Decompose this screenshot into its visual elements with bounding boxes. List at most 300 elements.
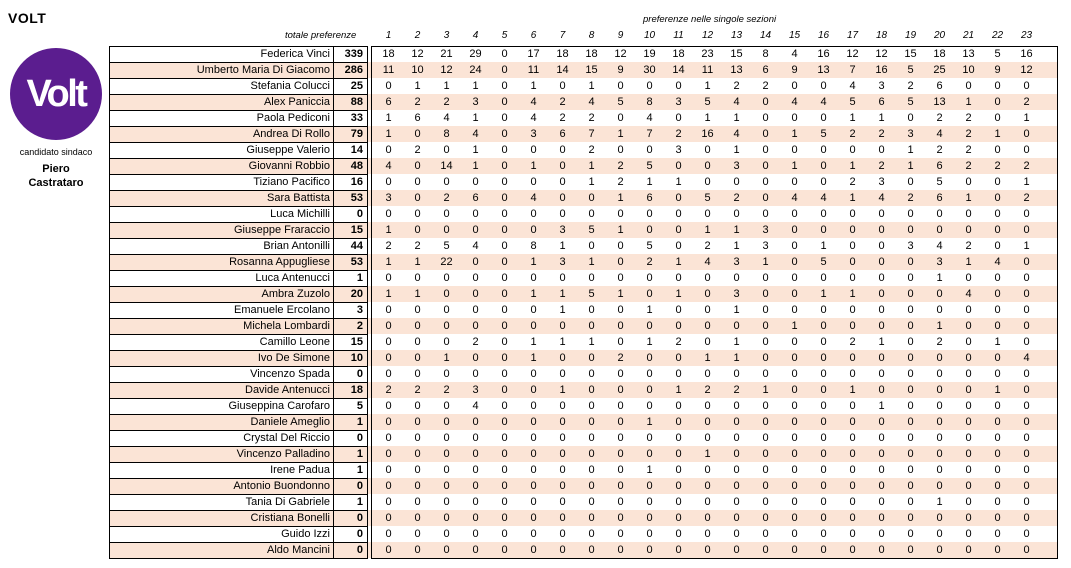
section-value-cell: 7 (646, 128, 653, 140)
section-value-cell: 0 (791, 288, 798, 300)
section-value-cell: 3 (559, 256, 566, 268)
section-value-cell: 2 (617, 176, 624, 188)
candidate-row-name: Vincenzo Palladino (109, 446, 334, 462)
section-value-cell: 0 (965, 400, 972, 412)
section-value-cell: 0 (588, 544, 595, 556)
section-value-cell: 2 (617, 160, 624, 172)
section-value-cell: 1 (907, 160, 914, 172)
section-value-cell: 0 (791, 496, 798, 508)
section-value-cell: 6 (762, 64, 769, 76)
section-value-cell: 10 (411, 64, 424, 76)
section-value-cell: 0 (617, 336, 624, 348)
section-value-cell: 0 (907, 336, 914, 348)
section-value-cell: 2 (704, 240, 711, 252)
section-value-cell: 0 (849, 448, 856, 460)
total-preferences-cell: 15 (334, 222, 368, 238)
section-value-cell: 1 (733, 352, 740, 364)
section-value-cell: 0 (414, 272, 421, 284)
section-value-cell: 6 (559, 128, 566, 140)
section-value-cell: 7 (849, 64, 856, 76)
section-value-cell: 0 (791, 144, 798, 156)
section-value-cell: 3 (762, 240, 769, 252)
section-value-cell: 0 (849, 400, 856, 412)
section-value-cell: 3 (675, 144, 682, 156)
total-preferences-cell: 15 (334, 334, 368, 350)
section-value-cell: 0 (965, 432, 972, 444)
section-value-cell: 0 (733, 368, 740, 380)
section-value-cell: 1 (936, 496, 943, 508)
section-value-cell: 6 (472, 192, 479, 204)
section-value-cell: 2 (849, 336, 856, 348)
section-value-cell: 0 (907, 384, 914, 396)
section-value-cell: 0 (414, 544, 421, 556)
section-value-cell: 0 (994, 528, 1001, 540)
section-value-cell: 0 (849, 272, 856, 284)
section-value-cell: 0 (530, 320, 537, 332)
section-value-cell: 1 (646, 304, 653, 316)
total-preferences-cell: 10 (334, 350, 368, 366)
section-value-cell: 1 (791, 320, 798, 332)
section-value-cell: 0 (501, 512, 508, 524)
section-value-cell: 0 (965, 368, 972, 380)
section-value-cell: 0 (733, 512, 740, 524)
table-row (109, 78, 1058, 94)
section-value-cell: 0 (907, 272, 914, 284)
section-value-cell: 0 (878, 416, 885, 428)
section-value-cell: 3 (762, 224, 769, 236)
section-value-cell: 29 (469, 48, 482, 60)
section-value-cell: 1 (1023, 176, 1030, 188)
section-value-cell: 0 (414, 160, 421, 172)
section-value-cell: 6 (646, 192, 653, 204)
section-value-cell: 0 (849, 432, 856, 444)
section-value-cell: 0 (588, 352, 595, 364)
section-value-cell: 4 (443, 112, 450, 124)
section-value-cell: 0 (530, 384, 537, 396)
table-row (109, 254, 1058, 270)
section-value-cell: 0 (791, 256, 798, 268)
section-value-cell: 2 (704, 384, 711, 396)
section-value-cell: 0 (530, 368, 537, 380)
section-value-cell: 16 (817, 48, 830, 60)
section-value-cell: 0 (1023, 544, 1030, 556)
section-value-cell: 0 (994, 304, 1001, 316)
section-value-cell: 18 (382, 48, 395, 60)
section-value-cell: 1 (617, 288, 624, 300)
section-value-cell: 0 (1023, 480, 1030, 492)
table-row (109, 366, 1058, 382)
section-value-cell: 0 (1023, 416, 1030, 428)
section-value-cell: 0 (791, 368, 798, 380)
section-value-cell: 0 (501, 400, 508, 412)
section-value-cell: 4 (820, 192, 827, 204)
section-value-cell: 0 (617, 256, 624, 268)
section-value-cell: 12 (875, 48, 888, 60)
section-value-cell: 0 (936, 384, 943, 396)
section-value-cell: 1 (704, 352, 711, 364)
section-header-8: 8 (588, 30, 595, 41)
section-value-cell: 0 (820, 272, 827, 284)
total-preferences-cell: 16 (334, 174, 368, 190)
section-value-cell: 0 (501, 448, 508, 460)
section-value-cell: 0 (820, 400, 827, 412)
section-value-cell: 0 (762, 336, 769, 348)
table-row (109, 430, 1058, 446)
section-value-cell: 1 (559, 304, 566, 316)
section-value-cell: 1 (820, 288, 827, 300)
section-value-cell: 0 (588, 384, 595, 396)
section-value-cell: 0 (501, 528, 508, 540)
section-value-cell: 0 (588, 432, 595, 444)
section-value-cell: 0 (936, 352, 943, 364)
section-value-cell: 0 (443, 176, 450, 188)
section-value-cell: 0 (762, 272, 769, 284)
section-value-cell: 0 (414, 432, 421, 444)
section-value-cell: 0 (907, 464, 914, 476)
table-row (109, 462, 1058, 478)
section-value-cell: 2 (385, 384, 392, 396)
table-row (109, 318, 1058, 334)
section-value-cell: 0 (501, 176, 508, 188)
section-value-cell: 0 (704, 480, 711, 492)
section-value-cell: 0 (1023, 432, 1030, 444)
section-value-cell: 2 (443, 96, 450, 108)
section-value-cell: 8 (530, 240, 537, 252)
section-value-cell: 0 (646, 528, 653, 540)
section-value-cell: 0 (820, 304, 827, 316)
section-value-cell: 1 (849, 112, 856, 124)
section-value-cell: 0 (849, 544, 856, 556)
section-value-cell: 0 (414, 336, 421, 348)
section-value-cell: 0 (936, 416, 943, 428)
section-value-cell: 0 (849, 224, 856, 236)
total-preferences-cell: 44 (334, 238, 368, 254)
section-value-cell: 0 (646, 272, 653, 284)
candidate-row-name: Aldo Mancini (109, 542, 334, 558)
section-value-cell: 0 (675, 496, 682, 508)
section-value-cell: 3 (472, 384, 479, 396)
section-value-cell: 14 (672, 64, 685, 76)
table-row (109, 174, 1058, 190)
section-value-cell: 0 (414, 416, 421, 428)
section-value-cell: 0 (501, 288, 508, 300)
total-preferences-cell: 1 (334, 494, 368, 510)
section-value-cell: 0 (820, 544, 827, 556)
section-value-cell: 0 (733, 176, 740, 188)
table-row (109, 270, 1058, 286)
section-value-cell: 0 (762, 400, 769, 412)
section-value-cell: 1 (733, 144, 740, 156)
section-value-cell: 1 (849, 384, 856, 396)
total-preferences-cell: 339 (334, 46, 368, 62)
section-value-cell: 2 (1023, 192, 1030, 204)
section-value-cell: 1 (675, 176, 682, 188)
section-value-cell: 0 (530, 448, 537, 460)
section-value-cell: 0 (588, 272, 595, 284)
section-value-cell: 0 (907, 224, 914, 236)
sections-header: preferenze nelle singole sezioni (643, 14, 777, 25)
party-title: VOLT (8, 10, 47, 26)
section-value-cell: 0 (849, 144, 856, 156)
section-value-cell: 0 (385, 448, 392, 460)
section-value-cell: 0 (936, 208, 943, 220)
section-value-cell: 0 (704, 464, 711, 476)
section-value-cell: 5 (907, 64, 914, 76)
section-value-cell: 1 (530, 160, 537, 172)
section-value-cell: 5 (849, 96, 856, 108)
section-value-cell: 0 (965, 464, 972, 476)
section-value-cell: 0 (1023, 208, 1030, 220)
section-value-cell: 1 (646, 416, 653, 428)
section-value-cell: 0 (907, 480, 914, 492)
section-value-cell: 0 (675, 448, 682, 460)
section-value-cell: 0 (501, 416, 508, 428)
section-value-cell: 0 (501, 480, 508, 492)
section-value-cell: 0 (849, 496, 856, 508)
section-value-cell: 1 (559, 288, 566, 300)
section-value-cell: 4 (849, 80, 856, 92)
section-value-cell: 3 (472, 96, 479, 108)
section-value-cell: 0 (472, 544, 479, 556)
candidate-row-name: Vincenzo Spada (109, 366, 334, 382)
section-value-cell: 5 (588, 288, 595, 300)
section-value-cell: 1 (472, 80, 479, 92)
section-value-cell: 1 (762, 256, 769, 268)
candidate-row-name: Ivo De Simone (109, 350, 334, 366)
section-value-cell: 0 (791, 80, 798, 92)
section-value-cell: 0 (646, 400, 653, 412)
section-value-cell: 2 (907, 80, 914, 92)
section-value-cell: 0 (849, 528, 856, 540)
section-value-cell: 5 (936, 176, 943, 188)
section-value-cell: 0 (443, 288, 450, 300)
section-header-17: 17 (846, 30, 859, 41)
section-value-cell: 0 (965, 544, 972, 556)
section-value-cell: 11 (527, 64, 540, 76)
section-value-cell: 4 (530, 112, 537, 124)
section-value-cell: 0 (907, 496, 914, 508)
section-value-cell: 0 (965, 272, 972, 284)
section-value-cell: 0 (501, 272, 508, 284)
section-value-cell: 3 (936, 256, 943, 268)
section-value-cell: 0 (878, 512, 885, 524)
section-value-cell: 0 (762, 512, 769, 524)
section-value-cell: 0 (385, 208, 392, 220)
section-value-cell: 0 (704, 176, 711, 188)
section-value-cell: 0 (472, 256, 479, 268)
section-value-cell: 1 (878, 336, 885, 348)
section-value-cell: 0 (907, 304, 914, 316)
candidate-row-name: Camillo Leone (109, 334, 334, 350)
section-value-cell: 2 (646, 256, 653, 268)
section-value-cell: 2 (762, 80, 769, 92)
section-value-cell: 4 (820, 96, 827, 108)
section-value-cell: 2 (965, 160, 972, 172)
section-value-cell: 1 (704, 448, 711, 460)
section-value-cell: 0 (617, 80, 624, 92)
section-value-cell: 0 (501, 544, 508, 556)
section-value-cell: 0 (1023, 464, 1030, 476)
section-value-cell: 2 (472, 336, 479, 348)
section-value-cell: 18 (585, 48, 598, 60)
total-preferences-cell: 1 (334, 270, 368, 286)
section-value-cell: 0 (385, 80, 392, 92)
section-value-cell: 16 (701, 128, 714, 140)
section-value-cell: 18 (933, 48, 946, 60)
candidate-row-name: Giuseppe Fraraccio (109, 222, 334, 238)
section-value-cell: 0 (762, 368, 769, 380)
section-value-cell: 1 (530, 288, 537, 300)
section-value-cell: 4 (791, 192, 798, 204)
section-value-cell: 0 (762, 544, 769, 556)
section-value-cell: 0 (936, 368, 943, 380)
section-value-cell: 0 (559, 432, 566, 444)
section-value-cell: 0 (617, 112, 624, 124)
section-value-cell: 0 (733, 448, 740, 460)
section-value-cell: 1 (733, 112, 740, 124)
section-value-cell: 1 (530, 80, 537, 92)
section-value-cell: 0 (530, 208, 537, 220)
section-value-cell: 0 (936, 400, 943, 412)
section-value-cell: 0 (733, 496, 740, 508)
section-value-cell: 0 (878, 352, 885, 364)
section-value-cell: 4 (791, 96, 798, 108)
section-value-cell: 4 (936, 128, 943, 140)
total-preferences-cell: 20 (334, 286, 368, 302)
section-value-cell: 0 (965, 336, 972, 348)
section-value-cell: 11 (382, 64, 395, 76)
candidate-row-name: Daniele Ameglio (109, 414, 334, 430)
section-value-cell: 0 (588, 240, 595, 252)
candidate-row-name: Antonio Buondonno (109, 478, 334, 494)
section-value-cell: 0 (704, 320, 711, 332)
section-value-cell: 0 (472, 480, 479, 492)
section-value-cell: 1 (385, 256, 392, 268)
candidate-row-name: Guido Izzi (109, 526, 334, 542)
total-preferences-cell: 18 (334, 382, 368, 398)
section-value-cell: 1 (588, 336, 595, 348)
section-value-cell: 0 (965, 80, 972, 92)
section-value-cell: 3 (733, 288, 740, 300)
section-value-cell: 2 (994, 160, 1001, 172)
section-value-cell: 0 (559, 512, 566, 524)
section-value-cell: 0 (675, 240, 682, 252)
section-value-cell: 0 (414, 464, 421, 476)
table-row (109, 494, 1058, 510)
section-value-cell: 0 (965, 384, 972, 396)
section-value-cell: 0 (907, 368, 914, 380)
section-value-cell: 0 (1023, 320, 1030, 332)
section-value-cell: 0 (820, 464, 827, 476)
section-value-cell: 0 (443, 208, 450, 220)
table-row (109, 238, 1058, 254)
section-value-cell: 1 (414, 80, 421, 92)
section-value-cell: 1 (443, 352, 450, 364)
section-value-cell: 0 (762, 144, 769, 156)
candidate-row-name: Crystal Del Riccio (109, 430, 334, 446)
section-header-15: 15 (788, 30, 801, 41)
section-value-cell: 1 (791, 128, 798, 140)
section-value-cell: 0 (965, 496, 972, 508)
section-value-cell: 0 (414, 352, 421, 364)
section-value-cell: 0 (588, 304, 595, 316)
section-value-cell: 6 (414, 112, 421, 124)
section-value-cell: 0 (646, 208, 653, 220)
section-value-cell: 0 (820, 112, 827, 124)
section-value-cell: 0 (414, 528, 421, 540)
section-value-cell: 0 (820, 352, 827, 364)
section-value-cell: 0 (820, 416, 827, 428)
section-value-cell: 0 (994, 224, 1001, 236)
section-value-cell: 0 (530, 528, 537, 540)
section-value-cell: 0 (994, 480, 1001, 492)
section-value-cell: 0 (878, 320, 885, 332)
section-header-12: 12 (701, 30, 714, 41)
section-value-cell: 1 (385, 112, 392, 124)
section-value-cell: 0 (849, 352, 856, 364)
total-preferences-cell: 286 (334, 62, 368, 78)
section-value-cell: 0 (733, 528, 740, 540)
section-value-cell: 0 (820, 176, 827, 188)
total-preferences-cell: 25 (334, 78, 368, 94)
section-value-cell: 1 (646, 464, 653, 476)
section-value-cell: 1 (617, 192, 624, 204)
section-value-cell: 0 (936, 224, 943, 236)
section-value-cell: 0 (617, 528, 624, 540)
section-value-cell: 7 (588, 128, 595, 140)
section-value-cell: 13 (933, 96, 946, 108)
section-value-cell: 0 (994, 192, 1001, 204)
candidate-row-name: Umberto Maria Di Giacomo (109, 62, 334, 78)
section-value-cell: 0 (994, 288, 1001, 300)
section-value-cell: 4 (530, 192, 537, 204)
section-value-cell: 0 (617, 448, 624, 460)
candidate-row-name: Ambra Zuzolo (109, 286, 334, 302)
section-value-cell: 9 (994, 64, 1001, 76)
section-value-cell: 25 (933, 64, 946, 76)
section-value-cell: 5 (617, 96, 624, 108)
section-value-cell: 0 (675, 192, 682, 204)
section-value-cell: 22 (440, 256, 453, 268)
section-value-cell: 0 (878, 464, 885, 476)
section-value-cell: 0 (704, 160, 711, 172)
section-value-cell: 0 (472, 288, 479, 300)
section-value-cell: 0 (733, 480, 740, 492)
section-value-cell: 0 (588, 448, 595, 460)
section-value-cell: 14 (556, 64, 569, 76)
section-value-cell: 0 (704, 208, 711, 220)
section-value-cell: 1 (530, 256, 537, 268)
candidate-row-name: Davide Antenucci (109, 382, 334, 398)
section-value-cell: 2 (965, 128, 972, 140)
section-value-cell: 0 (501, 192, 508, 204)
section-value-cell: 2 (443, 192, 450, 204)
section-value-cell: 0 (878, 496, 885, 508)
section-value-cell: 0 (820, 208, 827, 220)
section-value-cell: 0 (878, 208, 885, 220)
section-value-cell: 4 (385, 160, 392, 172)
section-value-cell: 0 (501, 224, 508, 236)
section-value-cell: 0 (733, 208, 740, 220)
section-value-cell: 1 (414, 288, 421, 300)
section-value-cell: 0 (820, 368, 827, 380)
section-value-cell: 0 (936, 480, 943, 492)
section-value-cell: 1 (907, 144, 914, 156)
section-value-cell: 0 (704, 496, 711, 508)
section-value-cell: 0 (530, 544, 537, 556)
section-value-cell: 0 (675, 432, 682, 444)
section-value-cell: 1 (994, 336, 1001, 348)
